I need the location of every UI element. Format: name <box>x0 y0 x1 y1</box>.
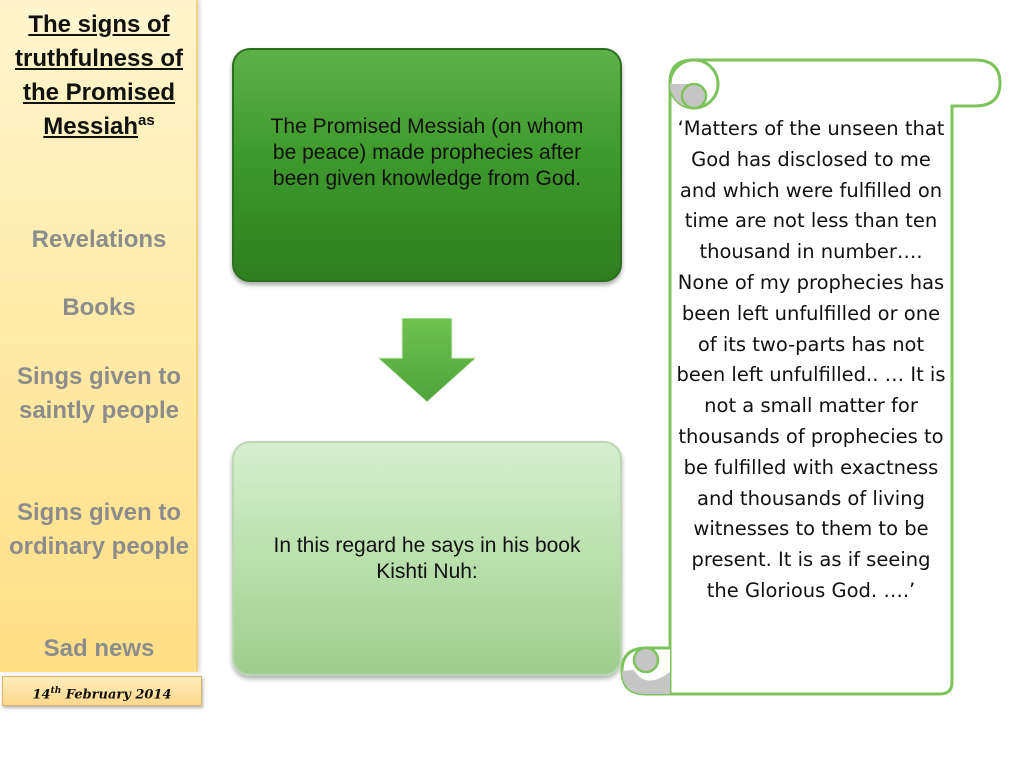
sidebar-title-text: The signs of truthfulness of the Promised Messiah <box>15 11 183 140</box>
date-suffix: th <box>50 686 62 696</box>
date-day: 14 <box>32 687 51 703</box>
date-rest: February 2014 <box>65 687 172 703</box>
kishti-nuh-quote: ‘Matters of the unseen that God has disclosed to me and which were fulfilled on time are not less than ten thousand in number…. None of my prophecies has been left unfulfilled or one of its two-parts has not been left unfulfilled.. … It is not a small matter for thousands of prophecies to be fulfilled with exactness and thousands of living witnesses to them to be present. It is as if seeing the Glorious God. ….’ <box>676 117 946 602</box>
sidebar-item-ordinary-people[interactable]: Signs given to ordinary people <box>8 499 190 560</box>
kishti-nuh-box-text: In this regard he says in his book Kishti Nuh: <box>273 533 581 583</box>
sidebar-item-sad-news[interactable]: Sad news <box>43 635 155 662</box>
sidebar-title-superscript: as <box>138 112 155 129</box>
sidebar-item-revelations[interactable]: Revelations <box>31 226 167 253</box>
sidebar-item-books[interactable]: Books <box>62 294 136 321</box>
prophecy-box-text: The Promised Messiah (on whom be peace) made prophecies after been given knowledge from God. <box>270 115 584 190</box>
sidebar-item-saintly-people[interactable]: Sings given to saintly people <box>16 363 181 424</box>
